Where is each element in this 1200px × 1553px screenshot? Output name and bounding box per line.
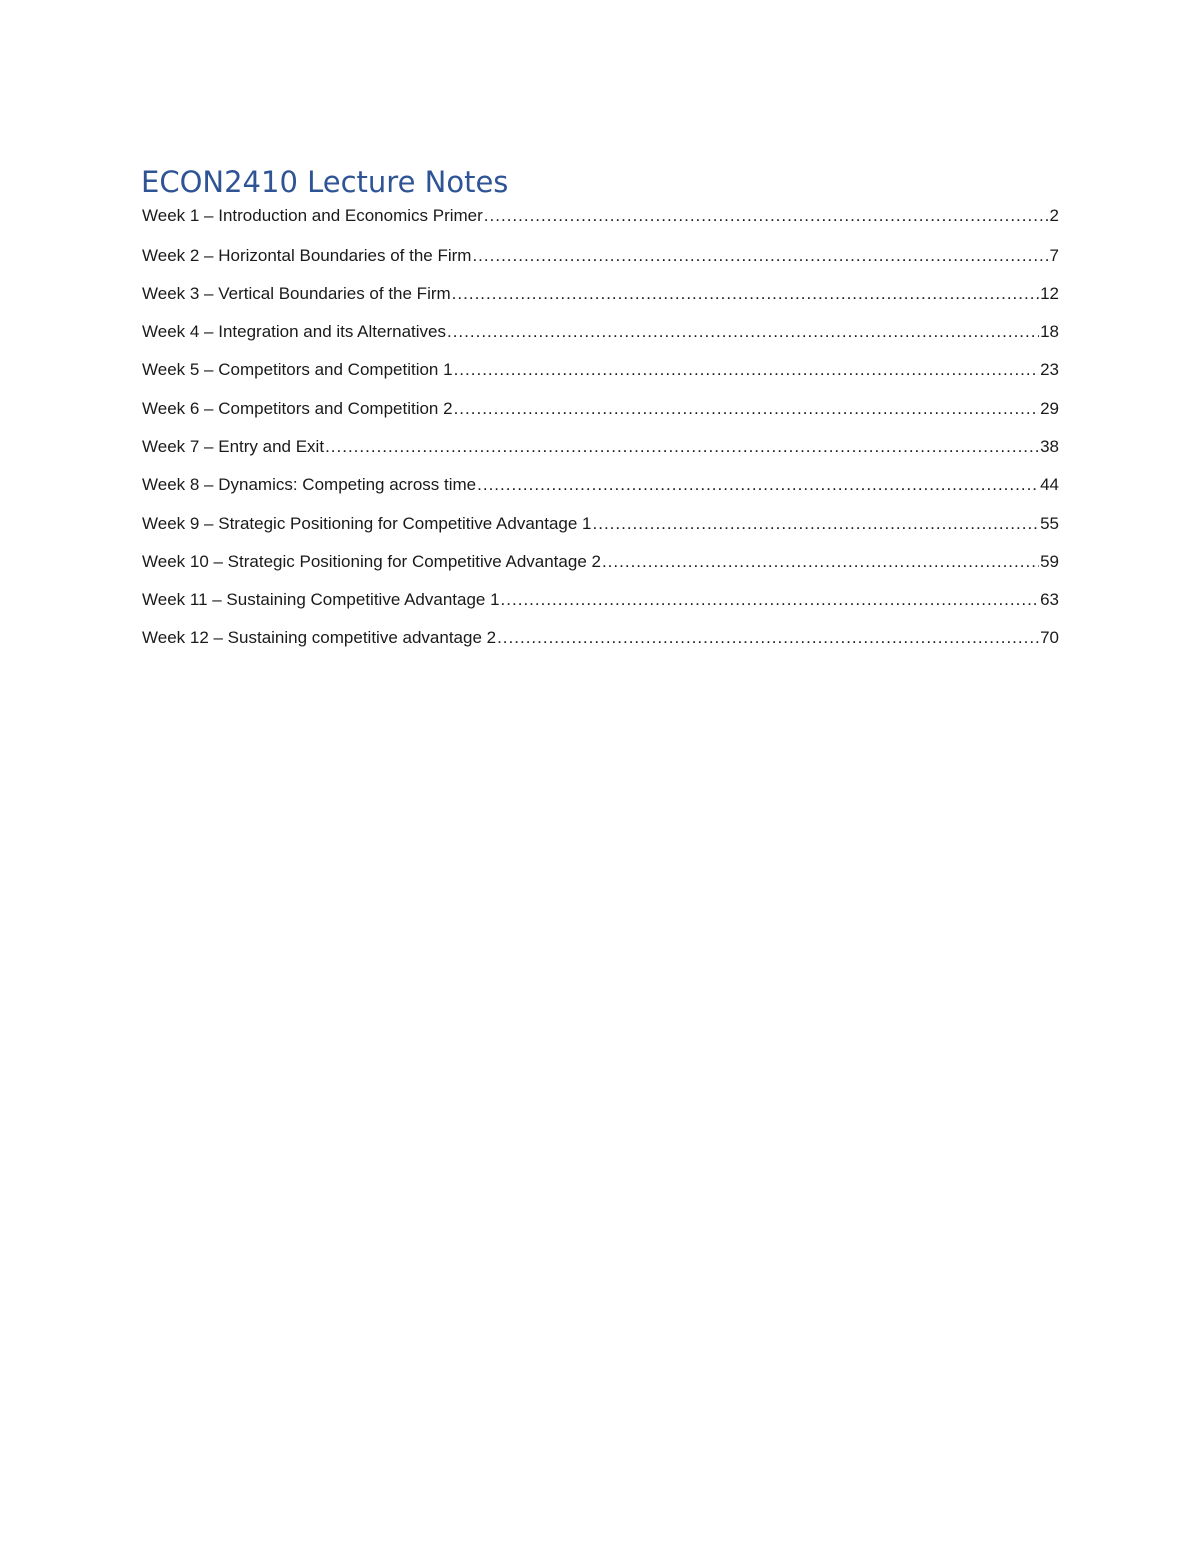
toc-dot-leader <box>501 590 1040 610</box>
toc-entry[interactable] <box>142 437 1059 475</box>
toc-dot-leader <box>472 246 1048 266</box>
toc-page-number: 63 <box>1040 590 1059 610</box>
toc-entry[interactable] <box>142 552 1059 590</box>
document-title: ECON2410 Lecture Notes <box>141 165 509 199</box>
toc-page-number: 59 <box>1040 551 1059 571</box>
toc-dot-leader <box>477 475 1039 495</box>
toc-entry-text: Week 6 – Competitors and Competition 2 <box>142 398 453 418</box>
toc-dot-leader <box>484 206 1049 226</box>
toc-dot-leader <box>454 360 1040 380</box>
toc-page-number: 38 <box>1040 436 1059 456</box>
toc-dot-leader <box>325 437 1039 457</box>
toc-entry[interactable] <box>142 246 1059 284</box>
toc-entry-text: Week 2 – Horizontal Boundaries of the Firm <box>142 245 472 265</box>
toc-entry-text: Week 10 – Strategic Positioning for Competitive Advantage 2 <box>142 551 601 571</box>
toc-entry[interactable] <box>142 475 1059 513</box>
toc-dot-leader <box>602 552 1039 572</box>
toc-entry[interactable] <box>142 590 1059 628</box>
toc-page-number: 44 <box>1040 475 1059 495</box>
toc-dot-leader <box>452 284 1039 304</box>
toc-entry[interactable] <box>142 399 1059 437</box>
table-of-contents <box>142 206 1059 667</box>
toc-page-number: 7 <box>1049 245 1059 265</box>
toc-entry-text: Week 1 – Introduction and Economics Primer <box>142 206 483 225</box>
toc-page-number: 29 <box>1040 398 1059 418</box>
toc-entry[interactable] <box>142 206 1059 246</box>
toc-page-number: 23 <box>1040 360 1059 380</box>
toc-page-number: 2 <box>1049 206 1059 225</box>
toc-entry-text: Week 7 – Entry and Exit <box>142 436 325 456</box>
toc-entry-text: Week 3 – Vertical Boundaries of the Firm <box>142 283 451 303</box>
toc-page-number: 55 <box>1040 513 1059 533</box>
toc-entry-text: Week 5 – Competitors and Competition 1 <box>142 360 453 380</box>
toc-entry[interactable] <box>142 284 1059 322</box>
toc-entry-text: Week 11 – Sustaining Competitive Advantage 1 <box>142 590 500 610</box>
toc-entry[interactable] <box>142 322 1059 360</box>
toc-dot-leader <box>593 514 1040 534</box>
toc-dot-leader <box>454 399 1040 419</box>
toc-entry-text: Week 9 – Strategic Positioning for Competitive Advantage 1 <box>142 513 592 533</box>
toc-entry[interactable] <box>142 360 1059 398</box>
toc-entry-text: Week 12 – Sustaining competitive advantage 2 <box>142 628 497 648</box>
toc-entry-text: Week 4 – Integration and its Alternatives <box>142 322 446 342</box>
toc-page-number: 12 <box>1040 283 1059 303</box>
toc-page-number: 18 <box>1040 322 1059 342</box>
toc-dot-leader <box>447 322 1039 342</box>
toc-entry[interactable] <box>142 628 1059 666</box>
toc-entry[interactable] <box>142 514 1059 552</box>
toc-entry-text: Week 8 – Dynamics: Competing across time <box>142 475 477 495</box>
toc-dot-leader <box>497 628 1039 648</box>
toc-page-number: 70 <box>1040 628 1059 648</box>
